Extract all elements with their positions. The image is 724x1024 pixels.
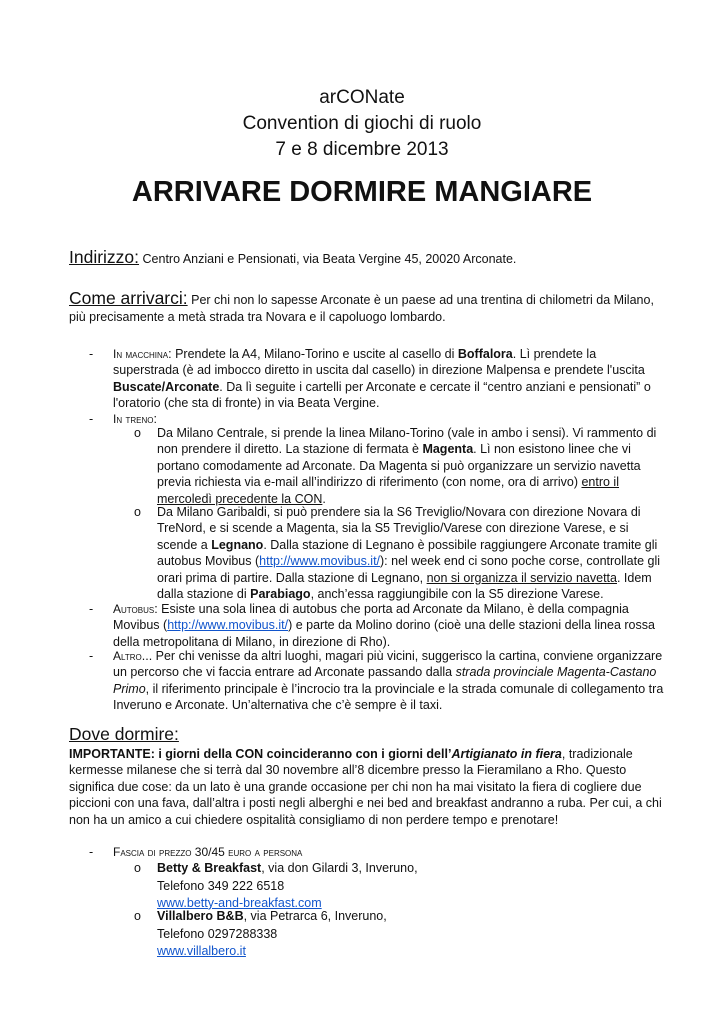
autobus-text: della metropolitana di Milano, in direzione di Rho). bbox=[113, 634, 391, 649]
garibaldi-text: , anch’essa raggiungibile con la S5 direzione Varese. bbox=[310, 587, 604, 602]
autobus-text: : Esiste una sola linea di autobus che porta ad Arconate da Milano, è della compagnia bbox=[154, 602, 629, 616]
villalbero-website-link[interactable]: www.villalbero.it bbox=[157, 943, 246, 958]
dormire-text: non ha un amico a cui chiedere ospitalità consigliamo di non perdere tempo e prenotare! bbox=[69, 812, 559, 827]
garibaldi-text: Da Milano Garibaldi, si può prendere sia la S6 Treviglio/Novara con direzione Novara di bbox=[157, 505, 641, 519]
buscate-arconate-bold: Buscate/Arconate bbox=[113, 379, 220, 394]
villalbero-address: , via Petrarca 6, Inveruno, bbox=[243, 909, 387, 923]
come-arrivarci-intro-line-1: Per chi non lo sapesse Arconate è un paese ad una trentina di chilometri da Milano, bbox=[191, 293, 654, 307]
circle-marker: o bbox=[134, 861, 141, 875]
circle-marker: o bbox=[134, 426, 141, 440]
dormire-text: , tradizionale bbox=[561, 747, 633, 761]
centrale-text: . Lì non esistono linee che vi bbox=[473, 442, 631, 457]
strada-provinciale-italic: strada provinciale Magenta-Castano bbox=[455, 665, 657, 680]
mercoledi-underlined: mercoledì precedente la CON bbox=[157, 491, 323, 506]
come-arrivarci-intro-line-2: più precisamente a metà strada tra Novara e il capoluogo lombardo. bbox=[69, 310, 446, 324]
villalbero-name: Villalbero B&B bbox=[157, 909, 244, 923]
movibus-link[interactable]: http://www.movibus.it/ bbox=[259, 554, 381, 569]
centrale-text: Da Milano Centrale, si prende la linea Milano-Torino (vale in ambo i sensi). Vi rammento di bbox=[157, 426, 657, 440]
macchina-text: : Prendete la A4, Milano-Torino e uscite al casello di bbox=[168, 347, 458, 361]
villalbero-phone: Telefono 0297288338 bbox=[157, 927, 278, 942]
treno-garibaldi-item bbox=[157, 504, 660, 602]
dormire-text: kermesse milanese che si terrà dal 30 novembre all’8 dicembre presso la Fieramilano a Rho. Questo bbox=[69, 763, 627, 778]
bullet-marker: - bbox=[89, 412, 94, 426]
garibaldi-text: ): nel week end ci sono poche corse, controllate gli bbox=[380, 554, 661, 569]
betty-phone: Telefono 349 222 6518 bbox=[157, 879, 285, 894]
page-title: ARRIVARE DORMIRE MANGIARE bbox=[131, 176, 593, 208]
altro-item bbox=[113, 648, 663, 714]
macchina-text: superstrada (è ad imbocco diretto in uscita dal casello) in direzione Malpensa e prendete l'uscita bbox=[113, 363, 645, 378]
altro-text: , il riferimento principale è l’incrocio tra la provinciale e la strada comunale di collegamento tra bbox=[145, 681, 664, 696]
dormire-text: significa due cose: da un lato è una grande occasione per chi non ha mai visitato la fiera di cogliere due bbox=[69, 779, 642, 794]
legnano-bold: Legnano bbox=[211, 537, 264, 552]
betty-name: Betty & Breakfast bbox=[157, 861, 262, 875]
betty-website-link[interactable]: www.betty-and-breakfast.com bbox=[157, 895, 322, 910]
bullet-marker: - bbox=[89, 649, 94, 663]
movibus-link[interactable]: http://www.movibus.it/ bbox=[167, 618, 289, 633]
altro-text: ... Per chi venisse da altri luoghi, magari più vicini, suggerisco la cartina, conviene organizzare bbox=[141, 649, 663, 663]
primo-italic: Primo bbox=[113, 681, 146, 696]
garibaldi-text: scende a bbox=[157, 537, 212, 552]
artigianato-bold-italic: Artigianato in fiera bbox=[451, 747, 562, 761]
treno-colon: : bbox=[153, 412, 157, 426]
macchina-text: l'oratorio (che sta di fronte) in via Beata Vergine. bbox=[113, 396, 380, 411]
come-arrivarci-section bbox=[69, 290, 669, 308]
bullet-marker: - bbox=[89, 602, 94, 616]
boffalora-bold: Boffalora bbox=[457, 347, 513, 361]
betty-breakfast-item bbox=[157, 860, 418, 911]
dormire-text: piccioni con una fava, dall’altra i posti negli alberghi e nei bed and breakfast andranno a ruba. Per cui, a chi bbox=[69, 796, 662, 811]
magenta-bold: Magenta bbox=[422, 442, 474, 457]
autobus-text: ) e parte da Molino dorino (cioè una delle stazioni della linea rossa bbox=[288, 618, 655, 633]
header-line-2: Convention di giochi di ruolo bbox=[242, 113, 482, 134]
altro-text: Inveruno e Arconate. Un’alternativa che c’è sempre è il taxi. bbox=[113, 698, 443, 713]
dove-dormire-text bbox=[69, 746, 662, 828]
macchina-text: . Lì prendete la bbox=[512, 347, 597, 361]
dove-dormire-section bbox=[69, 726, 669, 744]
fascia-prezzo-item bbox=[113, 844, 302, 860]
centrale-text: . bbox=[322, 491, 326, 506]
parabiago-bold: Parabiago bbox=[250, 587, 311, 602]
autobus-item bbox=[113, 601, 655, 650]
come-arrivarci-heading: Come arrivarci: bbox=[69, 288, 188, 308]
bullet-marker: - bbox=[89, 347, 94, 361]
treno-label: In treno bbox=[113, 412, 154, 426]
circle-marker: o bbox=[134, 505, 141, 519]
garibaldi-text: . Dalla stazione di Legnano è possibile raggiungere Arconate tramite gli bbox=[263, 537, 658, 552]
indirizzo-text: Centro Anziani e Pensionati, via Beata Vergine 45, 20020 Arconate. bbox=[142, 252, 517, 266]
centrale-text: previa richiesta via e-mail all’indirizzo di riferimento (con nome, ora di arrivo) bbox=[157, 475, 582, 490]
dove-dormire-heading: Dove dormire: bbox=[69, 724, 179, 744]
indirizzo-section bbox=[69, 249, 669, 267]
bullet-marker: - bbox=[89, 845, 94, 859]
header-line-1: arCONate bbox=[319, 87, 405, 108]
entro-il-underlined: entro il bbox=[581, 475, 619, 490]
fascia-label: Fascia di prezzo 30/45 euro a persona bbox=[113, 845, 303, 859]
indirizzo-heading: Indirizzo: bbox=[69, 247, 140, 267]
betty-address: , via don Gilardi 3, Inveruno, bbox=[261, 861, 418, 875]
garibaldi-text: orari prima di partire. Dalla stazione di Legnano, bbox=[157, 570, 427, 585]
macchina-item bbox=[113, 346, 651, 412]
autobus-label: Autobus bbox=[113, 602, 155, 616]
treno-centrale-item bbox=[157, 425, 656, 507]
centrale-text: portano comodamente ad Arconate. Da Magenta si può organizzare un servizio navetta bbox=[157, 458, 641, 473]
centrale-text: non prendere il diretto. La stazione di fermata è bbox=[157, 442, 423, 457]
garibaldi-text: autobus Movibus ( bbox=[157, 554, 260, 569]
garibaldi-text: TreNord, e si scende a Magenta, sia la S5 Treviglio/Varese con direzione Varese, e si bbox=[157, 521, 629, 536]
header-line-3: 7 e 8 dicembre 2013 bbox=[275, 139, 449, 160]
circle-marker: o bbox=[134, 909, 141, 923]
garibaldi-text: dalla stazione di bbox=[157, 587, 251, 602]
importante-bold: IMPORTANTE: i giorni della CON coincideranno con i giorni dell’ bbox=[69, 747, 452, 761]
garibaldi-text: . Idem bbox=[616, 570, 652, 585]
macchina-text: . Da lì seguite i cartelli per Arconate e cercate il “centro anziani e pensionati” o bbox=[219, 379, 651, 394]
macchina-label: In macchina bbox=[113, 347, 169, 361]
villalbero-item bbox=[157, 908, 387, 959]
altro-text: un percorso che vi faccia entrare ad Arconate passando dalla bbox=[113, 665, 456, 680]
altro-label: Altro bbox=[113, 649, 142, 663]
autobus-text: Movibus ( bbox=[113, 618, 168, 633]
no-navetta-underlined: non si organizza il servizio navetta bbox=[426, 570, 617, 585]
